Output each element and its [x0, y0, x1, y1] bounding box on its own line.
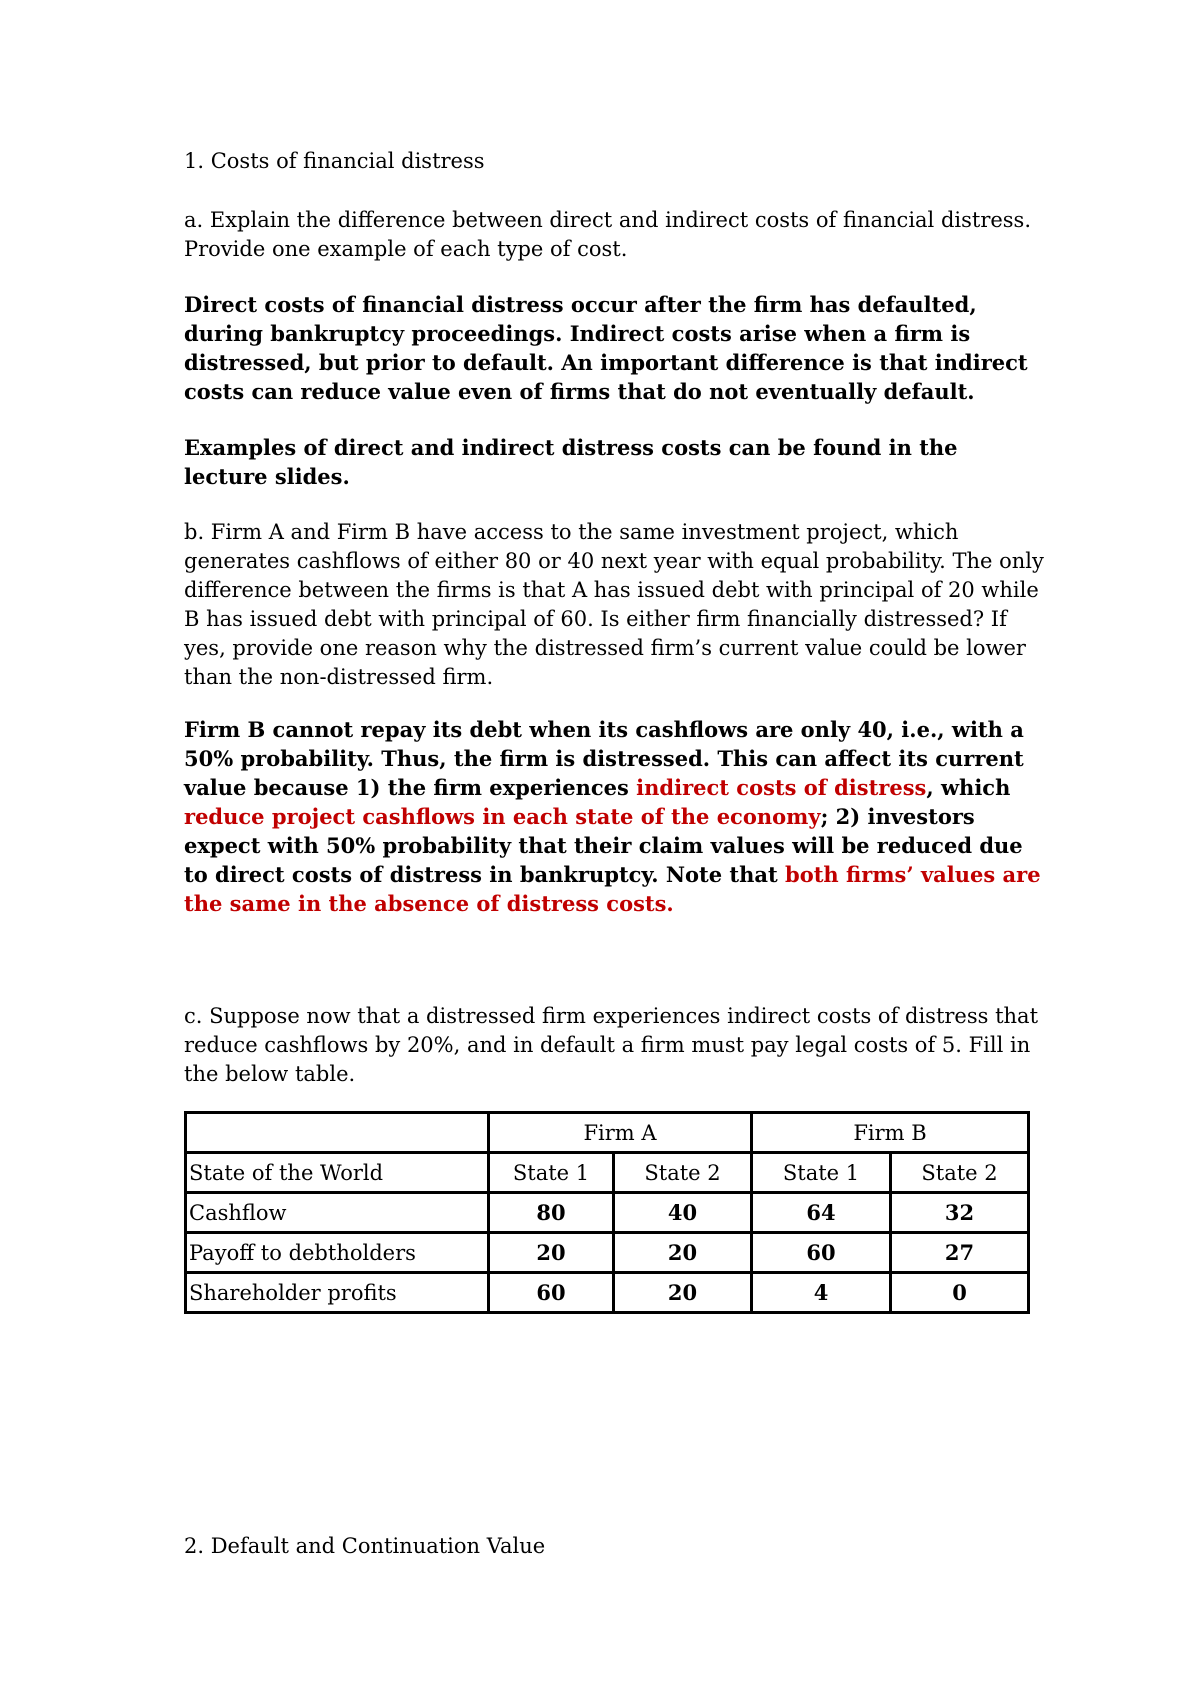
table-cell: 32	[891, 1193, 1029, 1233]
firm-b-header: Firm B	[752, 1113, 1029, 1153]
answer-a-paragraph-2: Examples of direct and indirect distress costs can be found in the lecture slides.	[184, 435, 958, 489]
table-cell: 40	[614, 1193, 752, 1233]
answer-a-paragraph-1: Direct costs of financial distress occur after the firm has defaulted, during bankruptcy proceedings. Indirect costs arise when a firm is distressed, but prior to default. An important difference is that indirect costs can reduce value even of firms that do not eventually default.	[184, 292, 1028, 404]
section-2-title: 2. Default and Continuation Value	[184, 1534, 546, 1558]
table-corner-cell	[186, 1113, 489, 1153]
table-cell: 60	[489, 1273, 614, 1313]
table-row-cashflow	[186, 1193, 1029, 1233]
table-row-shareholder-profits	[186, 1273, 1029, 1313]
answer-b-highlight-1: indirect costs of distress	[636, 775, 927, 800]
answer-b-text-3: ; 2) investors expect with 50% probability that their claim values will be reduced due to direct costs of distress in bankruptcy. Note that	[184, 804, 1023, 887]
state-header: State 2	[891, 1153, 1029, 1193]
question-b: b. Firm A and Firm B have access to the same investment project, which generates cashflows of either 80 or 40 next year with equal probability. The only difference between the firms is that A has issued debt with principal of 20 while B has issued debt with principal of 60. Is either firm financially distressed? If yes, provide one reason why the distressed firm’s current value could be lower than the non-distressed firm.	[184, 520, 1044, 689]
question-c: c. Suppose now that a distressed firm experiences indirect costs of distress that reduce cashflows by 20%, and in default a firm must pay legal costs of 5. Fill in the below table.	[184, 1004, 1039, 1086]
answer-b-highlight-3: both firms’ values are the same in the absence of distress costs.	[184, 862, 1041, 916]
row-label: Payoff to debtholders	[186, 1233, 489, 1273]
answer-b-text-1: Firm B cannot repay its debt when its cashflows are only 40, i.e., with a 50% probability. Thus, the firm is distressed. This can affect its current value because 1) the firm experiences	[184, 717, 1024, 800]
table-row-payoff-debtholders	[186, 1233, 1029, 1273]
table-cell: 4	[752, 1273, 891, 1313]
table-cell: 20	[489, 1233, 614, 1273]
section-1-title: 1. Costs of financial distress	[184, 149, 485, 173]
answer-b-highlight-2: reduce project cashflows in each state of the economy	[184, 804, 821, 829]
firm-a-header: Firm A	[489, 1113, 752, 1153]
answer-b-text-2: , which	[926, 775, 1011, 800]
table-cell: 60	[752, 1233, 891, 1273]
table-cell: 20	[614, 1273, 752, 1313]
table-header-states	[186, 1153, 1029, 1193]
table-cell: 80	[489, 1193, 614, 1233]
answer-b	[184, 715, 1044, 918]
state-row-label: State of the World	[186, 1153, 489, 1193]
table-header-firms	[186, 1113, 1029, 1153]
payoff-table	[184, 1111, 1030, 1314]
table-cell: 64	[752, 1193, 891, 1233]
question-a: a. Explain the difference between direct and indirect costs of financial distress. Provide one example of each type of cost.	[184, 208, 1032, 261]
row-label: Cashflow	[186, 1193, 489, 1233]
table-cell: 20	[614, 1233, 752, 1273]
state-header: State 2	[614, 1153, 752, 1193]
table-cell: 27	[891, 1233, 1029, 1273]
table-cell: 0	[891, 1273, 1029, 1313]
state-header: State 1	[489, 1153, 614, 1193]
row-label: Shareholder profits	[186, 1273, 489, 1313]
state-header: State 1	[752, 1153, 891, 1193]
